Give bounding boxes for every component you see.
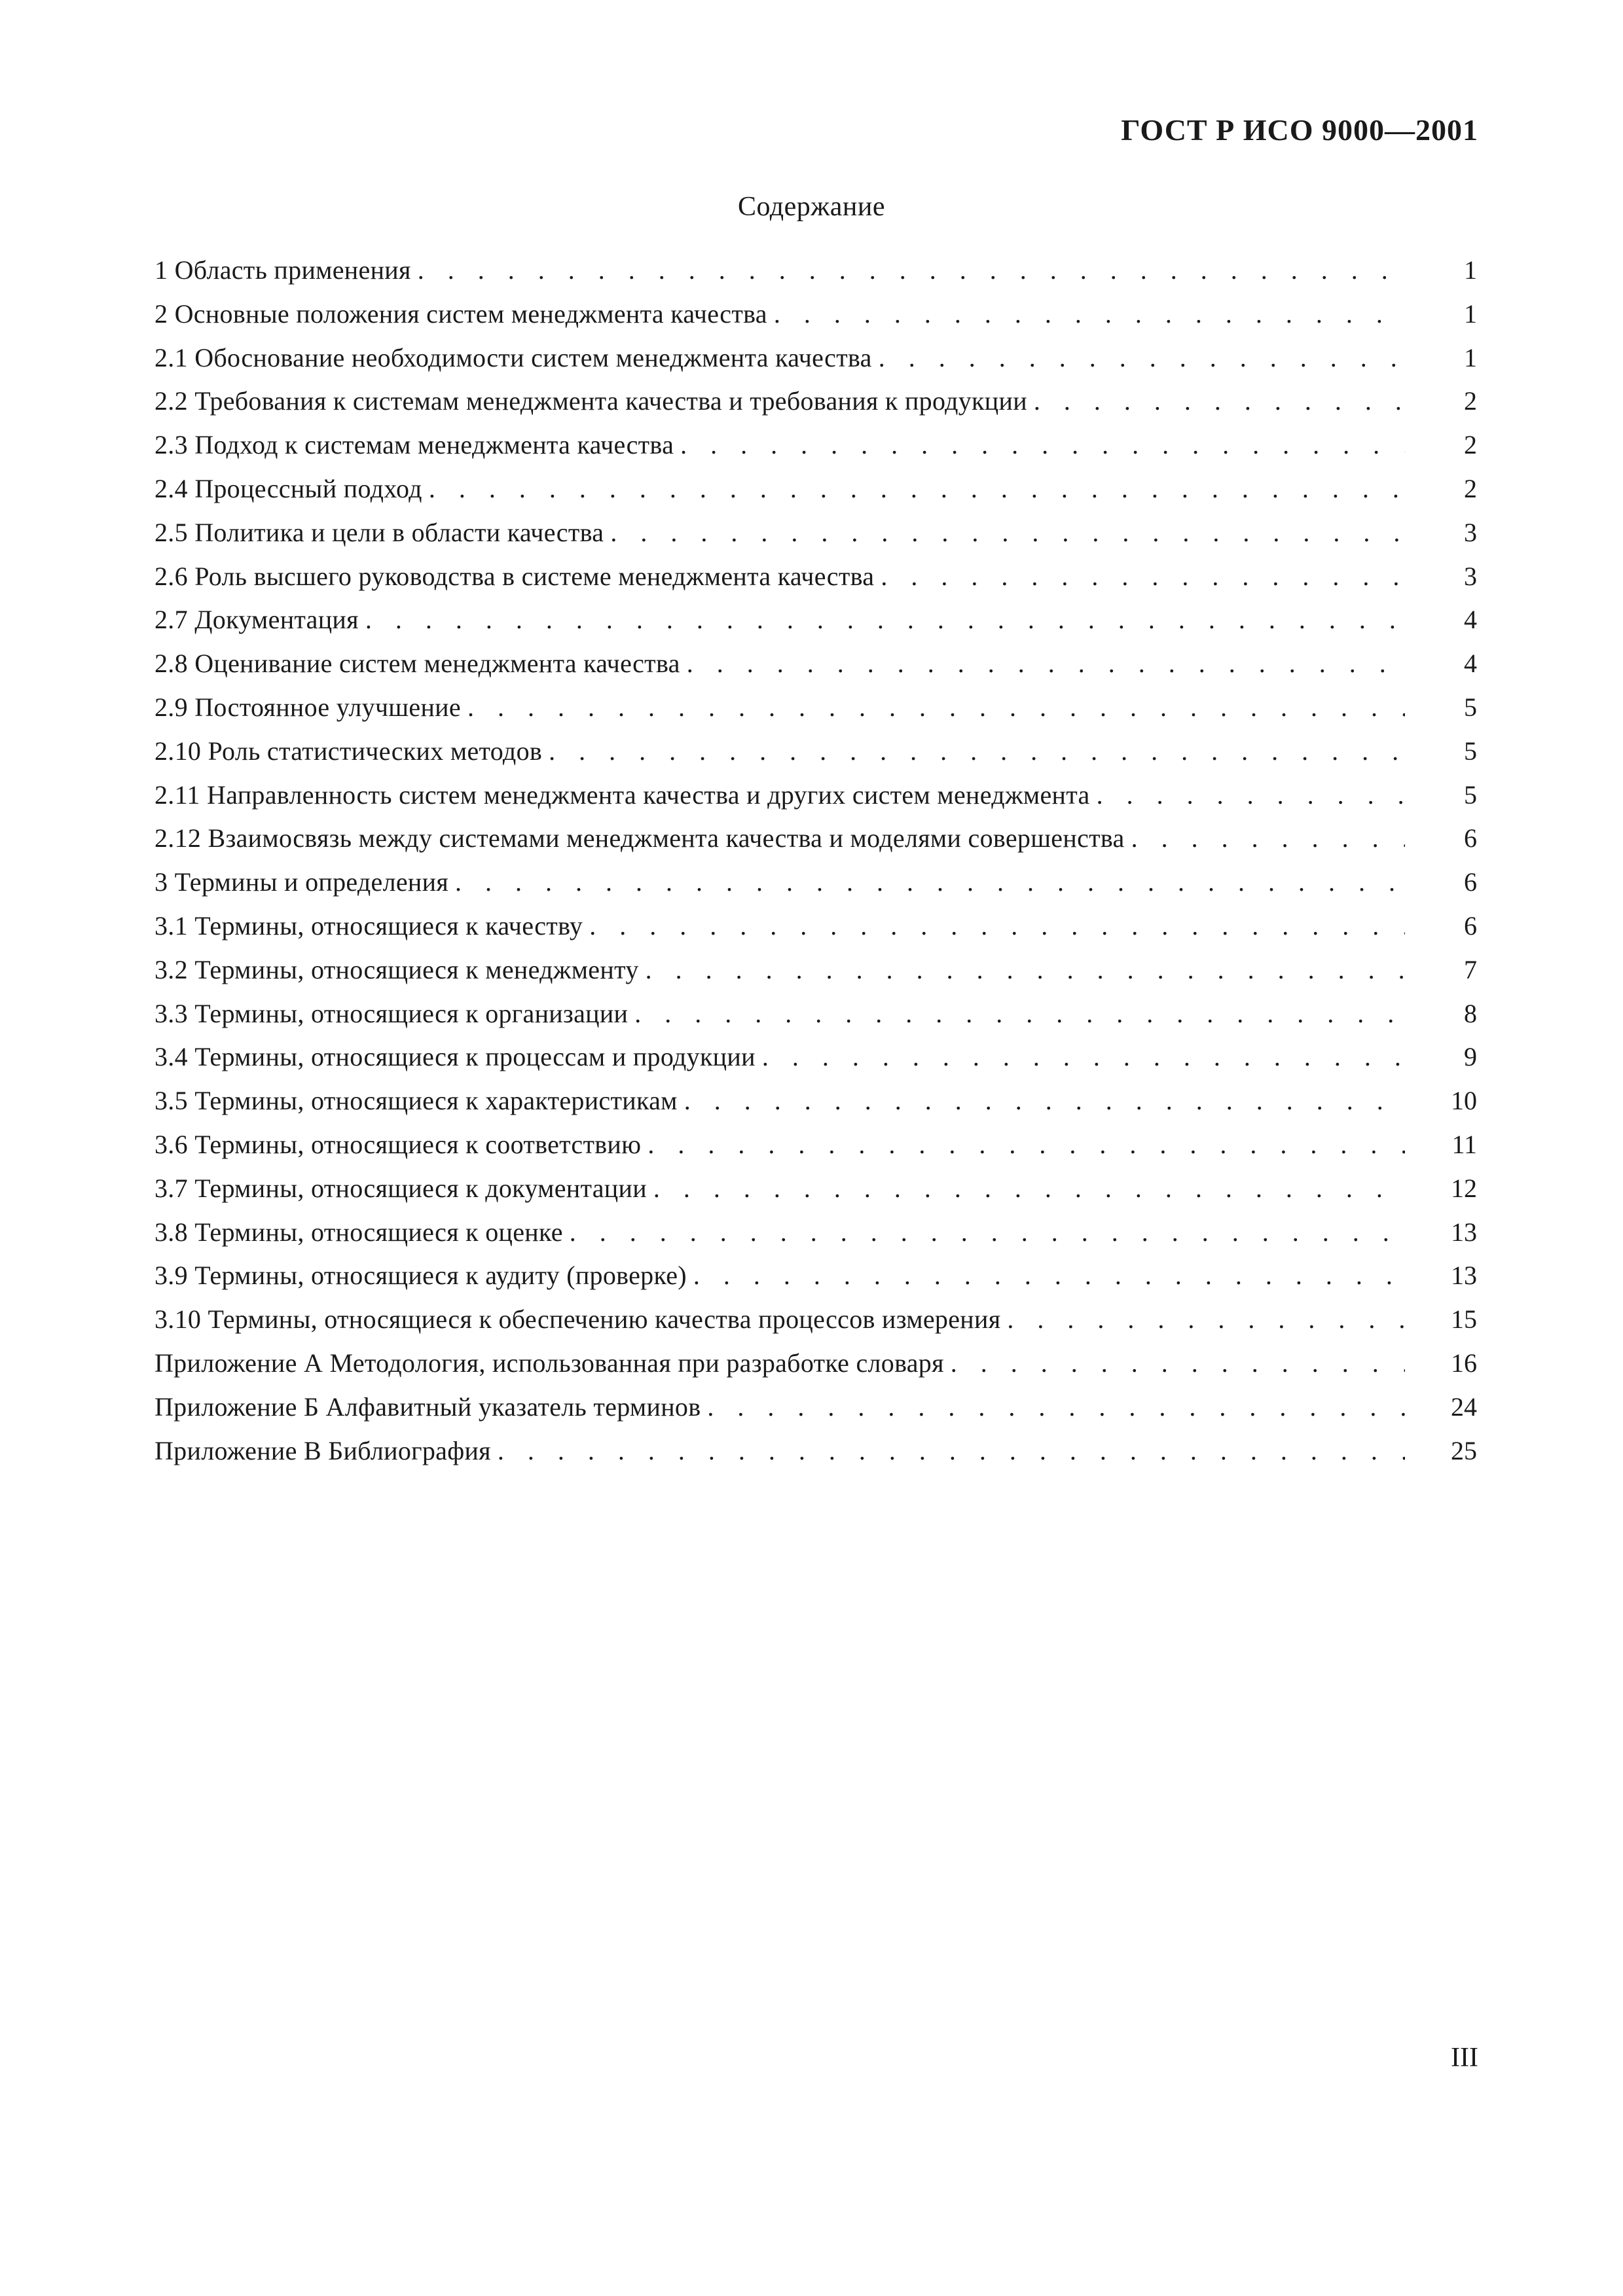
toc-dot-leader xyxy=(693,1254,1405,1298)
toc-dot-leader xyxy=(365,598,1405,642)
toc-entry[interactable] xyxy=(155,336,1477,380)
toc-entry[interactable] xyxy=(155,642,1477,686)
toc-dot-leader xyxy=(762,1035,1405,1079)
toc-entry[interactable] xyxy=(155,598,1477,642)
table-of-contents xyxy=(155,249,1477,1473)
toc-entry-label: 3.8 Термины, относящиеся к оценке xyxy=(155,1217,563,1247)
toc-entry-page: 3 xyxy=(1464,517,1477,547)
toc-entry-label: 2.4 Процессный подход xyxy=(155,473,422,503)
toc-entry-page: 6 xyxy=(1464,867,1477,897)
toc-entry-label: 2.11 Направленность систем менеджмента качества и других систем менеджмента xyxy=(155,780,1090,810)
toc-entry-label: 2.6 Роль высшего руководства в системе менеджмента качества xyxy=(155,561,875,591)
toc-dot-leader xyxy=(680,423,1405,467)
toc-title: Содержание xyxy=(737,192,886,222)
toc-entry-page: 1 xyxy=(1464,342,1477,372)
toc-entry-label: 2.3 Подход к системам менеджмента качества xyxy=(155,430,674,460)
toc-entry-page: 4 xyxy=(1464,605,1477,635)
toc-entry-page: 5 xyxy=(1464,736,1477,766)
toc-entry-page: 5 xyxy=(1464,780,1477,810)
toc-entry[interactable] xyxy=(155,948,1477,992)
toc-entry-page: 10 xyxy=(1451,1086,1477,1116)
toc-dot-leader xyxy=(418,249,1405,293)
toc-entry[interactable] xyxy=(155,1298,1477,1342)
toc-dot-leader xyxy=(684,1079,1405,1123)
toc-dot-leader xyxy=(570,1211,1405,1255)
toc-dot-leader xyxy=(1034,380,1405,423)
toc-entry[interactable] xyxy=(155,249,1477,293)
toc-entry-label: 3.7 Термины, относящиеся к документации xyxy=(155,1173,647,1203)
toc-entry-label: 2.12 Взаимосвязь между системами менеджмента качества и моделями совершенства xyxy=(155,823,1125,853)
toc-entry-label: Приложение В Библиография xyxy=(155,1435,491,1465)
toc-entry-label: Приложение А Методология, использованная при разработке словаря xyxy=(155,1348,944,1378)
toc-entry-page: 8 xyxy=(1464,998,1477,1028)
toc-entry[interactable] xyxy=(155,423,1477,467)
toc-dot-leader xyxy=(653,1167,1405,1211)
toc-dot-leader xyxy=(646,948,1405,992)
toc-dot-leader xyxy=(687,642,1405,686)
toc-dot-leader xyxy=(647,1123,1405,1167)
toc-entry-label: 2.9 Постоянное улучшение xyxy=(155,692,461,722)
toc-dot-leader xyxy=(881,555,1405,599)
toc-entry-label: 2 Основные положения систем менеджмента качества xyxy=(155,298,767,329)
toc-entry-page: 2 xyxy=(1464,430,1477,460)
toc-entry[interactable] xyxy=(155,1429,1477,1473)
toc-entry[interactable] xyxy=(155,380,1477,423)
toc-entry-label: 3.6 Термины, относящиеся к соответствию xyxy=(155,1129,642,1159)
toc-entry[interactable] xyxy=(155,861,1477,905)
toc-entry[interactable] xyxy=(155,992,1477,1036)
toc-entry-page: 6 xyxy=(1464,823,1477,853)
toc-entry-page: 4 xyxy=(1464,649,1477,679)
toc-entry-page: 2 xyxy=(1464,473,1477,503)
toc-entry[interactable] xyxy=(155,774,1477,817)
toc-entry[interactable] xyxy=(155,1035,1477,1079)
toc-dot-leader xyxy=(429,467,1405,511)
toc-entry-page: 9 xyxy=(1464,1042,1477,1072)
toc-dot-leader xyxy=(455,861,1405,905)
toc-entry-page: 3 xyxy=(1464,561,1477,591)
toc-entry[interactable] xyxy=(155,293,1477,336)
toc-entry-label: 3.10 Термины, относящиеся к обеспечению качества процессов измерения xyxy=(155,1304,1001,1335)
toc-entry[interactable] xyxy=(155,511,1477,555)
toc-dot-leader xyxy=(774,293,1405,336)
toc-entry[interactable] xyxy=(155,1254,1477,1298)
toc-entry-label: 2.7 Документация xyxy=(155,605,359,635)
toc-dot-leader xyxy=(1007,1298,1405,1342)
toc-entry-label: Приложение Б Алфавитный указатель терминов xyxy=(155,1391,701,1422)
toc-entry[interactable] xyxy=(155,1342,1477,1386)
toc-dot-leader xyxy=(498,1429,1405,1473)
toc-entry-label: 1 Область применения xyxy=(155,255,411,285)
toc-entry[interactable] xyxy=(155,686,1477,730)
toc-dot-leader xyxy=(1131,817,1405,861)
page-number: III xyxy=(1451,2043,1478,2073)
toc-entry-page: 12 xyxy=(1451,1173,1477,1203)
toc-dot-leader xyxy=(879,336,1405,380)
toc-entry-label: 3.4 Термины, относящиеся к процессам и продукции xyxy=(155,1042,756,1072)
toc-entry-page: 15 xyxy=(1451,1304,1477,1335)
toc-entry-page: 13 xyxy=(1451,1261,1477,1291)
toc-entry[interactable] xyxy=(155,1211,1477,1255)
toc-entry-label: 2.2 Требования к системам менеджмента качества и требования к продукции xyxy=(155,386,1027,416)
toc-entry-page: 5 xyxy=(1464,692,1477,722)
toc-entry[interactable] xyxy=(155,1386,1477,1429)
toc-dot-leader xyxy=(589,905,1405,948)
toc-entry-page: 25 xyxy=(1451,1435,1477,1465)
toc-entry-label: 3.9 Термины, относящиеся к аудиту (проверке) xyxy=(155,1261,687,1291)
toc-entry-label: 2.1 Обоснование необходимости систем менеджмента качества xyxy=(155,342,872,372)
toc-entry[interactable] xyxy=(155,555,1477,599)
document-code: ГОСТ Р ИСО 9000—2001 xyxy=(1121,113,1478,147)
toc-dot-leader xyxy=(549,730,1405,774)
toc-entry-page: 13 xyxy=(1451,1217,1477,1247)
toc-entry-label: 2.8 Оценивание систем менеджмента качества xyxy=(155,649,680,679)
toc-entry[interactable] xyxy=(155,817,1477,861)
toc-entry-label: 3.3 Термины, относящиеся к организации xyxy=(155,998,629,1028)
toc-entry-page: 16 xyxy=(1451,1348,1477,1378)
toc-entry-page: 1 xyxy=(1464,255,1477,285)
toc-dot-leader xyxy=(1097,774,1405,817)
toc-entry-label: 3.2 Термины, относящиеся к менеджменту xyxy=(155,954,639,984)
toc-entry[interactable] xyxy=(155,905,1477,948)
toc-entry[interactable] xyxy=(155,467,1477,511)
toc-entry[interactable] xyxy=(155,1079,1477,1123)
toc-entry-label: 2.10 Роль статистических методов xyxy=(155,736,543,766)
toc-entry[interactable] xyxy=(155,730,1477,774)
toc-dot-leader xyxy=(634,992,1405,1036)
toc-entry-page: 24 xyxy=(1451,1391,1477,1422)
toc-entry[interactable] xyxy=(155,1123,1477,1167)
toc-entry-page: 6 xyxy=(1464,910,1477,941)
toc-entry[interactable] xyxy=(155,1167,1477,1211)
toc-entry-page: 11 xyxy=(1451,1129,1477,1159)
toc-entry-page: 2 xyxy=(1464,386,1477,416)
toc-dot-leader xyxy=(467,686,1405,730)
toc-dot-leader xyxy=(951,1342,1405,1386)
toc-entry-label: 3 Термины и определения xyxy=(155,867,449,897)
toc-entry-label: 3.1 Термины, относящиеся к качеству xyxy=(155,910,583,941)
toc-dot-leader xyxy=(610,511,1405,555)
toc-entry-page: 7 xyxy=(1464,954,1477,984)
toc-dot-leader xyxy=(707,1386,1405,1429)
toc-entry-label: 3.5 Термины, относящиеся к характеристикам xyxy=(155,1086,678,1116)
toc-entry-label: 2.5 Политика и цели в области качества xyxy=(155,517,604,547)
toc-entry-page: 1 xyxy=(1464,298,1477,329)
